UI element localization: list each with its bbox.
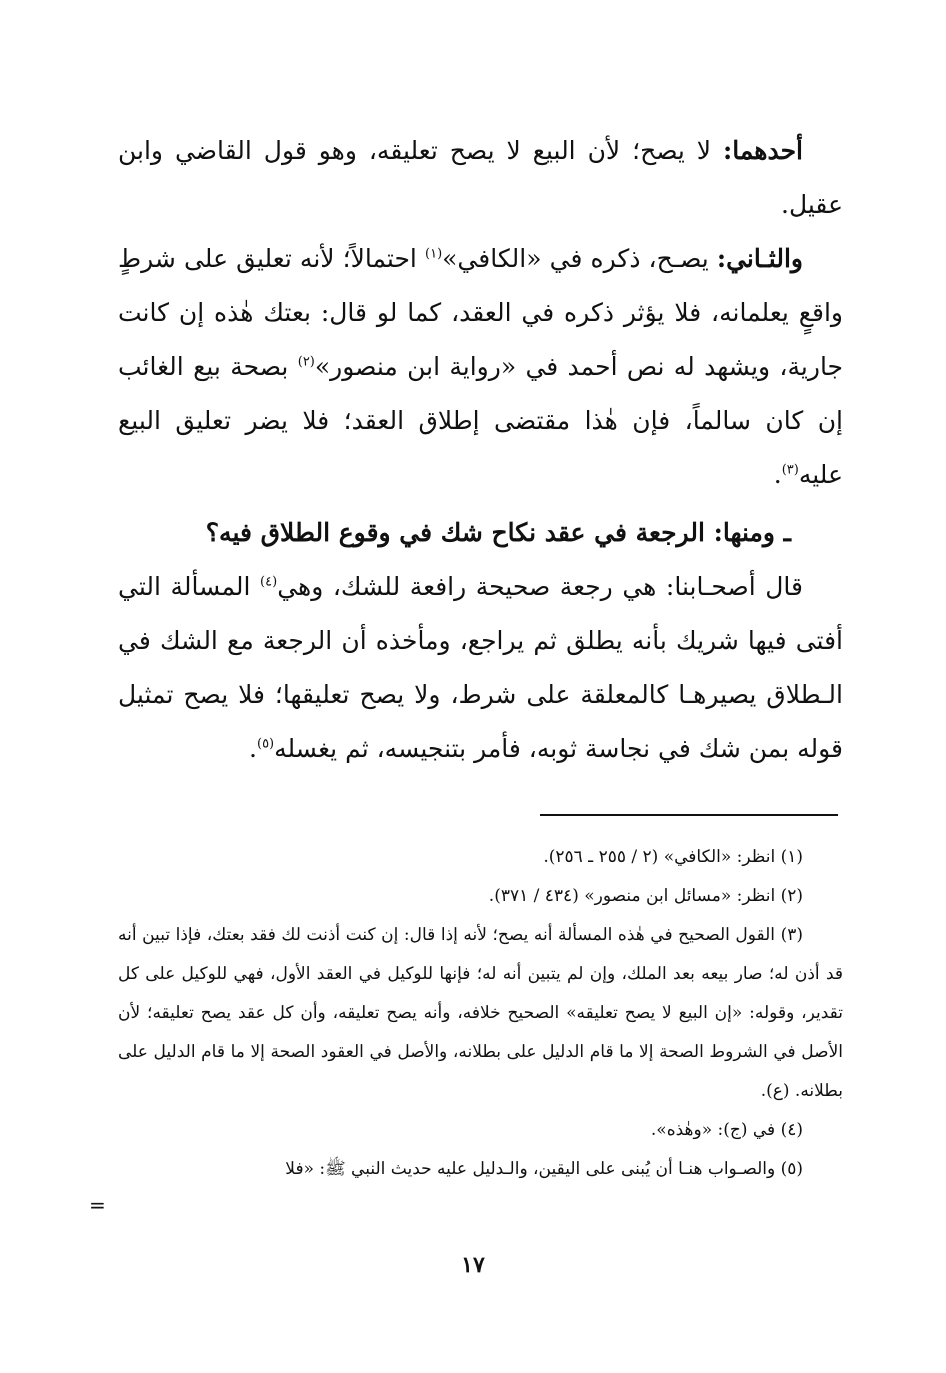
- paragraph-text: .: [773, 460, 782, 489]
- footnote-ref: (٤): [260, 574, 278, 590]
- paragraph-text: احتمالاً؛ لأنه تعليق على شرطٍ واقعٍ يعلمانه، فلا يؤثر ذكره في العقد، كما لو قال: بعتك هٰذه إن كانت جارية، ويشهد له نص أحمد في «رواية ابن منصور»: [118, 244, 844, 381]
- paragraph-question: [118, 506, 843, 560]
- paragraph-text: لا يصح؛ لأن البيع لا يصح تعليقه، وهو قول القاضي وابن عقيل.: [118, 136, 843, 219]
- footnote-ref: (٥): [256, 736, 275, 752]
- footnote-5: (٥) والصـواب هنـا أن يُبنى على اليقين، والـدليل عليه حديث النبي ﷺ: «فلا: [285, 1159, 803, 1179]
- paragraph-second-opinion: [118, 232, 843, 502]
- paragraph-text: يصـح، ذكره في «الكافي»: [442, 244, 717, 273]
- paragraph-answer: [118, 560, 843, 776]
- footnote-ref: (١): [425, 246, 443, 262]
- paragraph-lead: أحدهما:: [722, 136, 803, 165]
- footnote-divider: [540, 814, 838, 816]
- footnote-ref: (٢): [297, 354, 315, 370]
- paragraph-text: بصحة بيع الغائب إن كان سالماً، فإن هٰذا مقتضى إطلاق العقد؛ فلا يضر تعليق البيع عليه: [118, 352, 843, 489]
- paragraph-text: .: [249, 734, 257, 763]
- footnote-2: (٢) انظر: «مسائل ابن منصور» (٤٣٤ / ٣٧١).: [488, 886, 803, 906]
- footnote-3: (٣) القول الصحيح في هٰذه المسألة أنه يصح؛ لأنه إذا قال: إن كنت أذنت لك فقد بعتك، فإذا تبين أنه قد أذن له؛ صار بيعه بعد الملك، وإن لم يتبين أنه له؛ فإنها للوكيل في العقد الأول، فهي للوكيل على كل تقدير، وقوله: «إن البيع لا يصح تعليقه» الصحيح خلافه، وأنه يصح تعليقه، وأن كل عقد يصح تعليقه؛ لأن الأصل في الشروط الصحة إلا ما قام الدليل على بطلانه، والأصل في العقود الصحة إلا ما قام الدليل على بطلانه. (ع).: [118, 925, 843, 1101]
- page-number: ١٧: [461, 1252, 485, 1278]
- continuation-mark: =: [89, 1193, 106, 1217]
- paragraph-text: ـ ومنها: الرجعة في عقد نكاح شك في وقوع الطلاق فيه؟: [205, 518, 791, 547]
- footnote-1: (١) انظر: «الكافي» (٢ / ٢٥٥ ـ ٢٥٦).: [543, 847, 803, 867]
- main-text: [118, 124, 843, 776]
- paragraph-lead: والثـاني:: [716, 244, 803, 273]
- paragraph-text: المسألة التي أفتى فيها شريك بأنه يطلق ثم يراجع، ومأخذه أن الرجعة مع الشك في الـطلاق يصيرهـا كالمعلقة على شرط، ولا يصح تعليقها؛ فلا يصح تمثيل قوله بمن شك في نجاسة ثوبه، فأمر بتنجيسه، ثم يغسله: [118, 572, 843, 763]
- footnote-4: (٤) في (ج): «وهٰذه».: [650, 1120, 803, 1140]
- paragraph-text: قال أصحـابنا: هي رجعة صحيحة رافعة للشك، وهي: [277, 572, 804, 601]
- footnote-ref: (٣): [781, 462, 799, 478]
- paragraph-first-opinion: [118, 124, 843, 232]
- footnotes: [118, 838, 843, 1189]
